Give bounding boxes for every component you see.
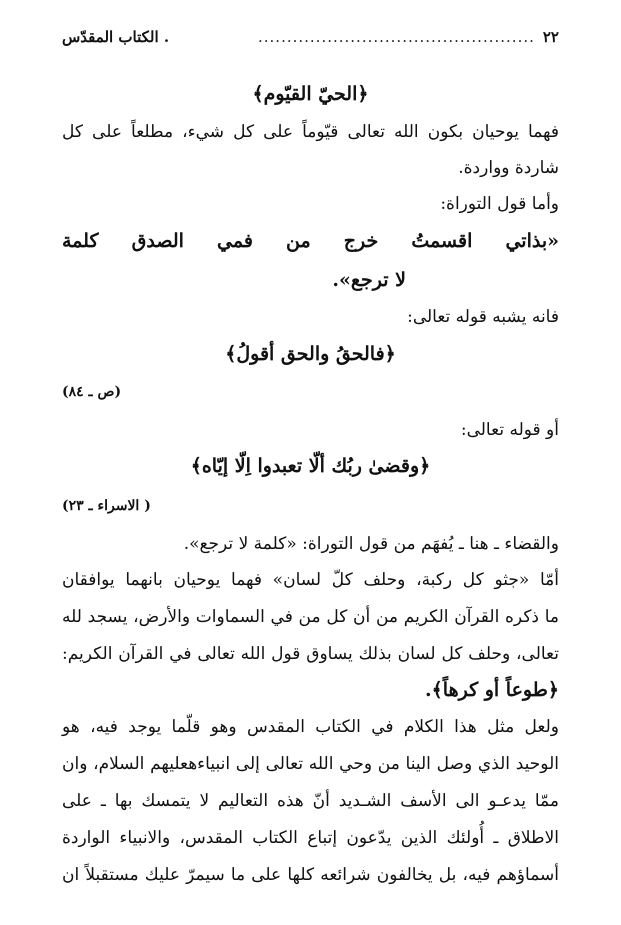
torah-quote: «بذاتي اقسمتُ خرج من فمي الصدق كلمة: [62, 230, 559, 252]
page-number: ٢٢: [542, 28, 559, 46]
text-line: أسماؤهم فيه، بل يخالفون شرائعه كلها على ما سيمرّ عليك مستقبلاً ان: [62, 865, 559, 885]
torah-quote-end: لا ترجع».: [332, 269, 406, 291]
header-leader-dots: ................................................: [258, 28, 535, 46]
text-line: الاطلاق ـ أُولئك الذين يدّعون إتباع الكتاب المقدس، والانبياء الواردة: [62, 828, 560, 848]
text-line: الوحيد الذي وصل الينا من وحي الله تعالى إلى انبياءهعليهم السلام، وان: [62, 754, 559, 774]
text-line: أمّا «جثو كل ركبة، وحلف كلّ لسان» فهما يوحيان بانهما يوافقان: [62, 570, 559, 590]
verse-inline: ﴿طوعاً أو كرهاً﴾.: [425, 679, 559, 701]
verse-heading: ﴿الحيّ القيّوم﴾: [252, 83, 369, 105]
verse-reference: (ص ـ ٨٤): [62, 384, 122, 400]
text-line: ممّا يدعـو الى الأسف الشـديد أنّ هذه التعاليم لا يتمسك بها ـ على: [62, 791, 559, 811]
running-title: . الكتاب المقدّس: [62, 28, 170, 46]
verse-quote: ﴿فالحقُ والحق أقولُ﴾: [225, 343, 396, 365]
text-line: شاردة وواردة.: [458, 158, 559, 178]
verse-reference: ( الاسراء ـ ٢٣): [62, 498, 151, 514]
text-line: فانه يشبه قوله تعالى:: [407, 307, 559, 327]
text-line: تعالى، وحلف كل لسان بذلك يساوق قول الله تعالى في القرآن الكريم:: [62, 644, 559, 664]
text-line: ما ذكره القرآن الكريم من أن كل من في السماوات والأرض، يسجد لله: [62, 607, 559, 627]
verse-quote: ﴿وقضىٰ ربُك ألّا تعبدوا اِلّا إيّاه﴾: [190, 455, 431, 477]
text-line: أو قوله تعالى:: [460, 420, 559, 440]
text-line: والقضاء ـ هنا ـ يُفهَم من قول التوراة: «كلمة لا ترجع».: [183, 534, 559, 554]
text-line: فهما يوحيان بكون الله تعالى قيّوماً على كل شيء، مطلعاً على كل: [62, 122, 559, 142]
text-line: وأما قول التوراة:: [440, 194, 559, 214]
page-header: [62, 28, 559, 52]
text-line: ولعل مثل هذا الكلام في الكتاب المقدس وهو قلّما يوجد فيه، هو: [62, 717, 559, 737]
